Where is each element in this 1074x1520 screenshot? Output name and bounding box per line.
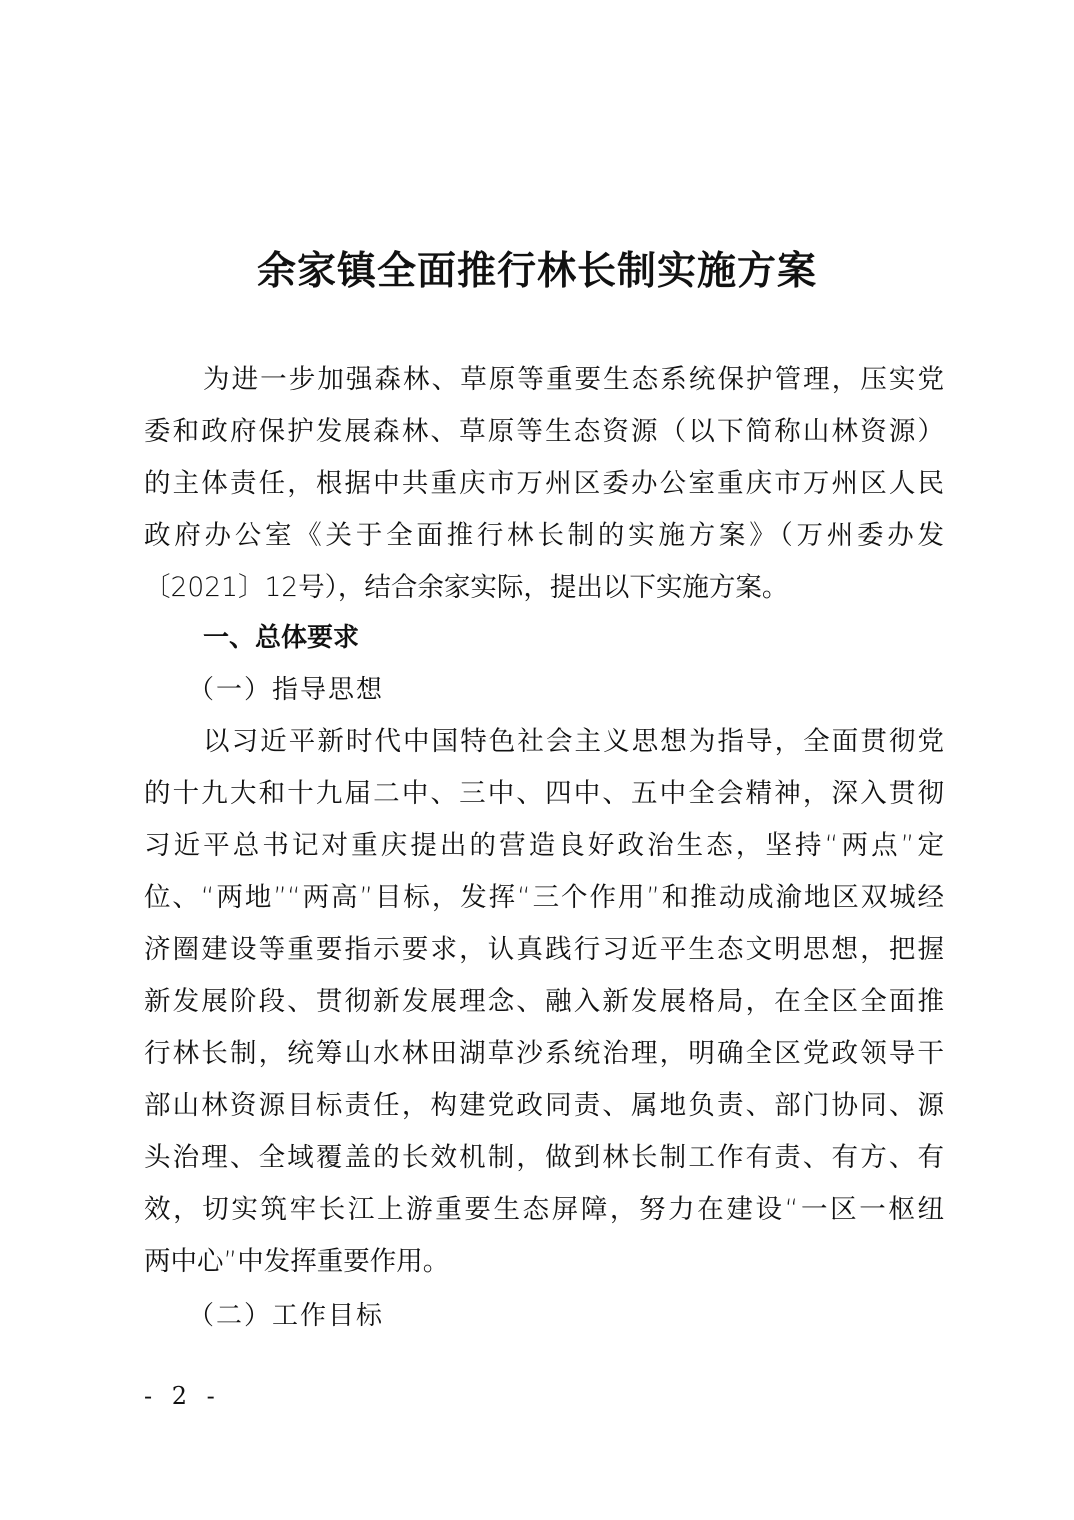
paragraph-line: 新发展阶段、贯彻新发展理念、融入新发展格局，在全区全面推	[144, 986, 944, 1017]
paragraph-line: 两中心”中发挥重要作用。	[144, 1246, 450, 1277]
paragraph-line: 济圈建设等重要指示要求，认真践行习近平生态文明思想，把握	[144, 934, 944, 965]
paragraph-line: 的十九大和十九届二中、三中、四中、五中全会精神，深入贯彻	[144, 778, 944, 809]
subsection-heading: （一）指导思想	[188, 675, 385, 705]
paragraph-line: 为进一步加强森林、草原等重要生态系统保护管理，压实党	[203, 364, 944, 395]
paragraph-line: 〔2021〕12号），结合余家实际，提出以下实施方案。	[144, 572, 789, 603]
paragraph-line: 行林长制，统筹山水林田湖草沙系统治理，明确全区党政领导干	[144, 1038, 944, 1069]
subsection-heading: （二）工作目标	[188, 1301, 385, 1331]
paragraph-line: 效，切实筑牢长江上游重要生态屏障，努力在建设“一区一枢纽	[144, 1194, 944, 1225]
paragraph-line: 习近平总书记对重庆提出的营造良好政治生态，坚持“两点”定	[144, 830, 944, 861]
paragraph-line: 以习近平新时代中国特色社会主义思想为指导，全面贯彻党	[203, 726, 944, 757]
paragraph-line: 部山林资源目标责任，构建党政同责、属地负责、部门协同、源	[144, 1090, 944, 1121]
paragraph-line: 政府办公室《关于全面推行林长制的实施方案》（万州委办发	[144, 520, 944, 551]
paragraph-line: 位、“两地”“两高”目标，发挥“三个作用”和推动成渝地区双城经	[144, 882, 944, 913]
paragraph-line: 头治理、全域覆盖的长效机制，做到林长制工作有责、有方、有	[144, 1142, 944, 1173]
page-number: - 2 -	[144, 1382, 221, 1410]
document-title: 余家镇全面推行林长制实施方案	[256, 248, 817, 294]
paragraph-line: 的主体责任，根据中共重庆市万州区委办公室重庆市万州区人民	[144, 468, 944, 499]
section-heading: 一、总体要求	[203, 623, 360, 653]
paragraph-line: 委和政府保护发展森林、草原等生态资源（以下简称山林资源）	[144, 416, 944, 447]
